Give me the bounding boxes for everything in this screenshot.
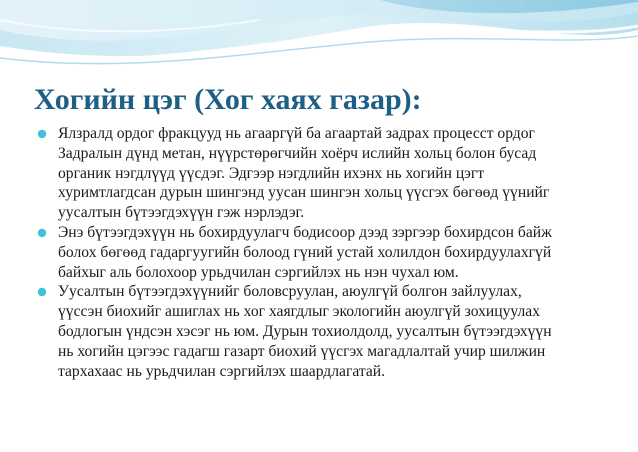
bullet-2-line-2: болох бөгөөд гадаргуугийн болоод гүний устай холилдон бохирдуулахгүй	[58, 243, 552, 261]
bullet-list	[36, 124, 626, 381]
bullet-circle-icon	[36, 128, 48, 140]
bullet-1-line-3: органик нэгдлүүд үүсдэг. Эдгээр нэгдлийн ихэнх нь хогийн цэгт	[58, 164, 485, 182]
bullet-2-line-3: байхыг аль болохоор урьдчилан сэргийлэх нь нэн чухал юм.	[58, 263, 459, 281]
bullet-circle-icon	[36, 286, 48, 298]
bullet-2-line-1: Энэ бүтээгдэхүүн нь бохирдуулагч бодисоор дээд зэргээр бохирдсон байж	[58, 223, 552, 241]
bullet-1-line-4: хуримтлагдсан дурын шингэнд уусан шингэн хольц үүсгэх бөгөөд үүнийг	[58, 184, 550, 202]
bullet-circle-icon	[36, 227, 48, 239]
bullet-3-line-3: бодлогын үндсэн хэсэг нь юм. Дурын тохиолдолд, уусалтын бүтээгдэхүүн	[58, 322, 552, 340]
bullet-3-line-4: нь хогийн цэгээс гадагш газарт биохий үүсгэх магадлалтай учир шилжин	[58, 342, 546, 360]
bullet-item-3	[36, 282, 626, 381]
bullet-3-line-2: үүссэн биохийг ашиглах нь хог хаягдлыг экологийн аюулгүй зохицуулах	[58, 303, 540, 321]
bullet-1-line-2: Задралын дүнд метан, нүүрстөрөгчийн хоёрч ислийн хольц болон бусад	[58, 144, 537, 162]
bullet-1-line-1: Ялзралд ордог фракцууд нь агааргүй ба агаартай задрах процесст ордог	[58, 125, 535, 142]
bullet-3-line-5: тархахаас нь урьдчилан сэргийлэх шаардлагатай.	[58, 362, 386, 380]
slide-title: Хогийн цэг (Хог хаях газар):	[34, 83, 422, 116]
bullet-1-line-5: уусалтын бүтээгдэхүүн гэж нэрлэдэг.	[58, 204, 305, 222]
bullet-item-1	[36, 124, 626, 223]
bullet-item-2	[36, 223, 626, 282]
bullet-3-line-1: Уусалтын бүтээгдэхүүнийг боловсруулан, аюулгүй болгон зайлуулах,	[58, 283, 522, 301]
header-wave-decoration	[0, 0, 638, 72]
